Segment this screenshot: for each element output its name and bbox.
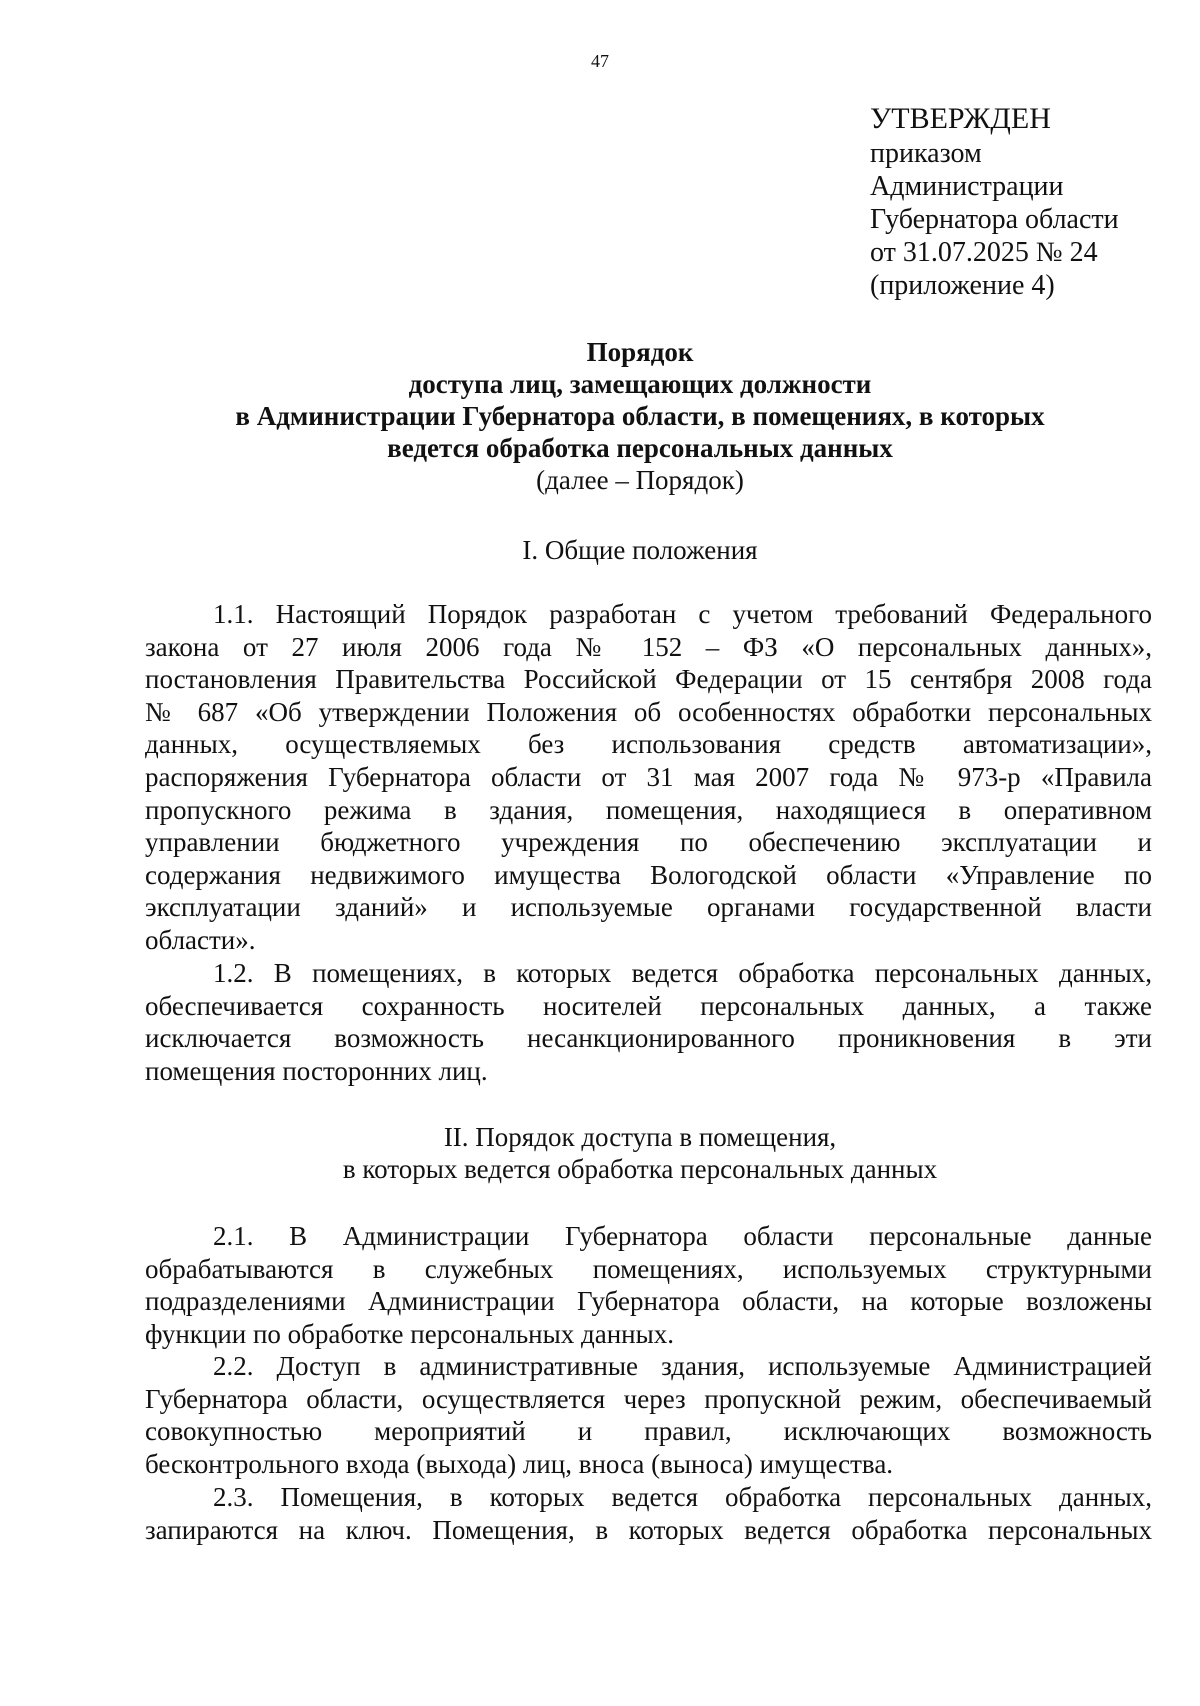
title-line: Порядок bbox=[586, 337, 694, 367]
approval-heading: УТВЕРЖДЕН bbox=[870, 102, 1051, 135]
approval-line: Администрации bbox=[870, 171, 1064, 202]
approval-line: от 31.07.2025 № 24 bbox=[870, 237, 1098, 268]
text-line: данных, осуществляемых без использования средств автоматизации», bbox=[145, 729, 1152, 760]
text-line: 2.3. Помещения, в которых ведется обработка персональных данных, bbox=[213, 1482, 1152, 1512]
text-line: распоряжения Губернатора области от 31 мая 2007 года № 973-р «Правила bbox=[145, 761, 1152, 792]
title-line: ведется обработка персональных данных bbox=[387, 433, 893, 463]
text-line: подразделениями Администрации Губернатора области, на которые возложены bbox=[145, 1286, 1152, 1317]
text-line: Губернатора области, осуществляется через пропускной режим, обеспечиваемый bbox=[145, 1383, 1152, 1414]
text-line: постановления Правительства Российской Федерации от 15 сентября 2008 года bbox=[145, 664, 1152, 695]
section-heading-line: II. Порядок доступа в помещения, bbox=[443, 1122, 837, 1152]
section-heading-line: I. Общие положения bbox=[522, 535, 758, 565]
approval-stamp bbox=[870, 101, 1180, 302]
paragraph-1-1 bbox=[145, 598, 1152, 957]
text-line: 2.1. В Администрации Губернатора области персональные данные bbox=[213, 1221, 1152, 1251]
text-line: закона от 27 июля 2006 года № 152 – ФЗ «О персональных данных», bbox=[145, 631, 1152, 662]
text-line: 1.1. Настоящий Порядок разработан с учетом требований Федерального bbox=[213, 599, 1152, 629]
text-line: функции по обработке персональных данных. bbox=[145, 1318, 674, 1349]
page-number: 47 bbox=[591, 51, 609, 71]
text-line: обрабатываются в служебных помещениях, используемых структурными bbox=[145, 1253, 1152, 1284]
text-line: бесконтрольного входа (выхода) лиц, вноса (выноса) имущества. bbox=[145, 1448, 894, 1479]
approval-line: Губернатора области bbox=[870, 204, 1119, 235]
text-line: № 687 «Об утверждении Положения об особенностях обработки персональных bbox=[145, 696, 1152, 727]
title-line: доступа лиц, замещающих должности bbox=[408, 369, 872, 399]
text-line: обеспечивается сохранность носителей персональных данных, а также bbox=[145, 990, 1152, 1021]
text-line: исключается возможность несанкционированного проникновения в эти bbox=[145, 1023, 1152, 1054]
approval-line: приказом bbox=[870, 138, 982, 169]
paragraph-2-3 bbox=[145, 1481, 1152, 1546]
paragraph-2-1 bbox=[145, 1220, 1152, 1350]
paragraph-2-2 bbox=[145, 1350, 1152, 1480]
text-line: 1.2. В помещениях, в которых ведется обработка персональных данных, bbox=[213, 958, 1152, 988]
title-line: в Администрации Губернатора области, в помещениях, в которых bbox=[235, 401, 1045, 431]
text-line: запираются на ключ. Помещения, в которых ведется обработка персональных bbox=[145, 1514, 1152, 1545]
text-line: помещения посторонних лиц. bbox=[145, 1055, 488, 1086]
text-line: совокупностью мероприятий и правил, исключающих возможность bbox=[145, 1416, 1152, 1447]
text-line: эксплуатации зданий» и используемые органами государственной власти bbox=[145, 892, 1152, 923]
text-line: содержания недвижимого имущества Вологодской области «Управление по bbox=[145, 859, 1152, 890]
document-title bbox=[140, 336, 1140, 496]
section-heading-line: в которых ведется обработка персональных данных bbox=[342, 1154, 938, 1184]
text-line: пропускного режима в здания, помещения, находящиеся в оперативном bbox=[145, 794, 1152, 825]
section-1-heading bbox=[140, 534, 1140, 566]
title-note: (далее – Порядок) bbox=[536, 465, 744, 495]
text-line: управлении бюджетного учреждения по обеспечению эксплуатации и bbox=[145, 827, 1152, 858]
approval-line: (приложение 4) bbox=[870, 270, 1055, 301]
section-2-heading bbox=[140, 1121, 1140, 1185]
paragraph-1-2 bbox=[145, 957, 1152, 1087]
text-line: 2.2. Доступ в административные здания, используемые Администрацией bbox=[213, 1351, 1152, 1381]
text-line: области». bbox=[145, 924, 256, 955]
